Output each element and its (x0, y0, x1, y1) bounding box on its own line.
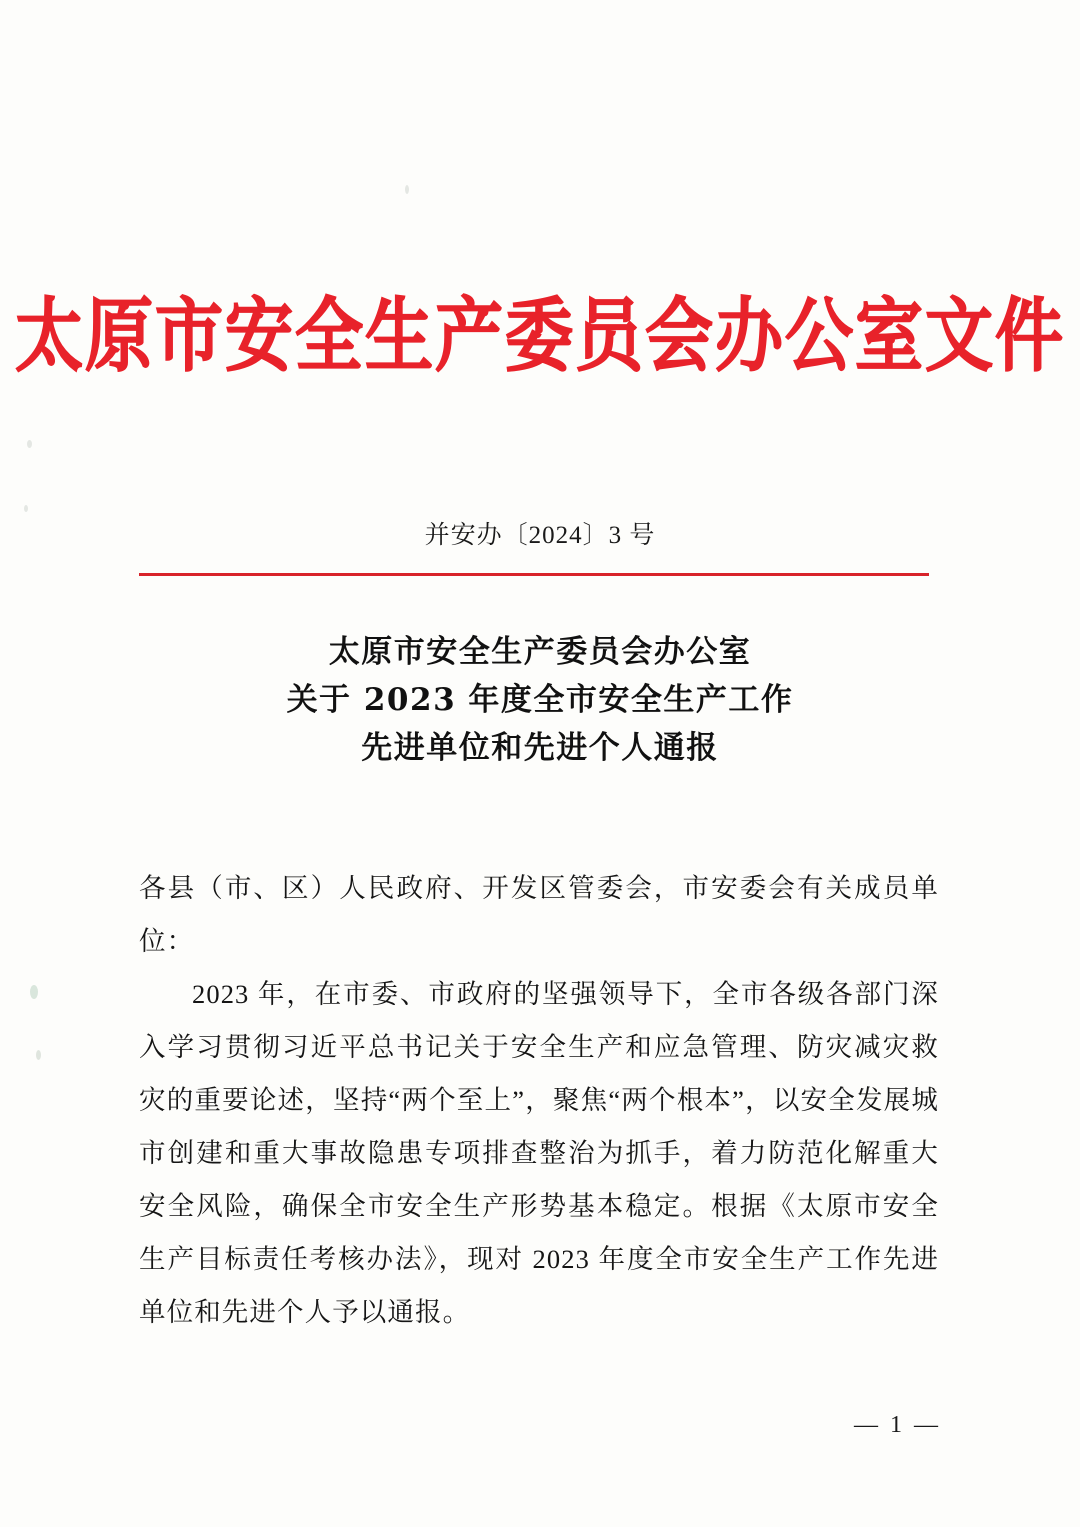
document-number: 并安办〔2024〕3 号 (424, 522, 656, 549)
document-title-line-2: 关于 2023 年度全市安全生产工作 (286, 682, 794, 719)
scan-speck (27, 440, 32, 448)
red-divider-rule (139, 573, 929, 576)
body-paragraph-1: 2023 年，在市委、市政府的坚强领导下，全市各级各部门深入学习贯彻习近平总书记关于安全生产和应急管理、防灾减灾救灾的重要论述，坚持“两个至上”，聚焦“两个根本”，以安全发展城市创建和重大事故隐患专项排查整治为抓手，着力防范化解重大安全风险，确保全市安全生产形势基本稳定。根据《太原市安全生产目标责任考核办法》，现对 2023 年度全市安全生产工作先进单位和先进个人予以通报。 (139, 979, 939, 1327)
scan-speck (30, 985, 38, 999)
document-title-line-3: 先进单位和先进个人通报 (361, 730, 719, 767)
document-title (0, 628, 1080, 772)
document-header (0, 290, 1080, 384)
scan-speck (36, 1050, 41, 1060)
page-number: — 1 — (854, 1412, 941, 1438)
header-title: 太原市安全生产委员会办公室文件 (14, 290, 1065, 384)
scan-speck (405, 185, 409, 194)
document-body (139, 862, 939, 1339)
salutation-paragraph: 各县（市、区）人民政府、开发区管委会，市安委会有关成员单位： (139, 873, 939, 956)
document-title-line-1: 太原市安全生产委员会办公室 (328, 634, 752, 670)
scan-speck (24, 505, 28, 512)
